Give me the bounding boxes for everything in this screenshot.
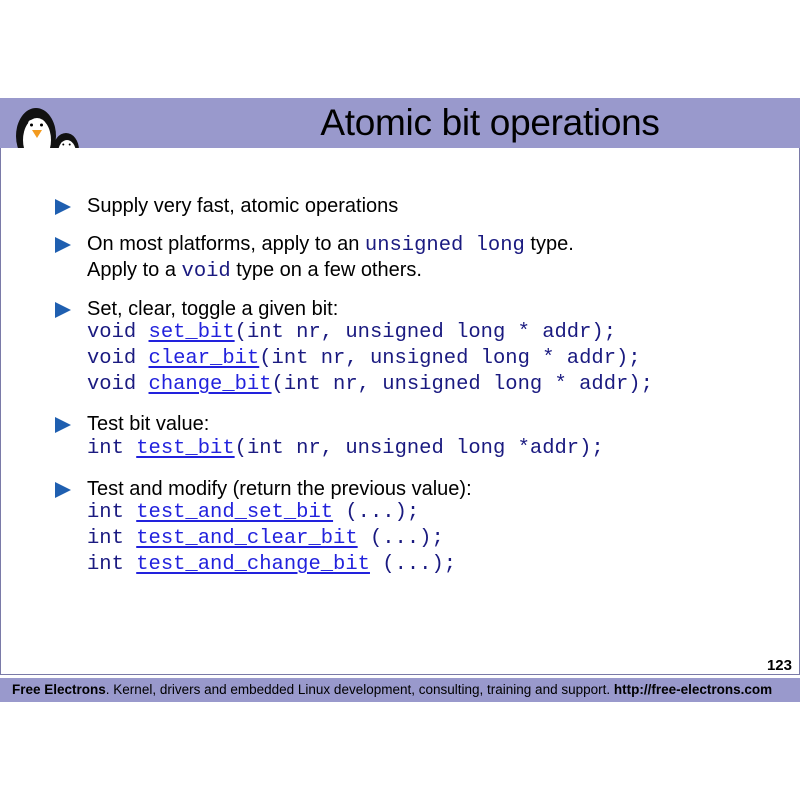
code-line: int test_bit(int nr, unsigned long *addr); [87, 437, 604, 460]
code-line: void change_bit(int nr, unsigned long * addr); [87, 373, 653, 396]
footer-text: . Kernel, drivers and embedded Linux development, consulting, training and support. [105, 682, 614, 697]
code-line: int test_and_set_bit (...); [87, 501, 420, 524]
test-and-set-bit-link[interactable]: test_and_set_bit [136, 501, 334, 524]
bullet-text: Set, clear, toggle a given bit: [87, 298, 339, 320]
footer-bar [0, 678, 800, 702]
change-bit-link[interactable]: change_bit [148, 373, 272, 396]
test-bit-link[interactable]: test_bit [136, 437, 235, 460]
footer-brand: Free Electrons [12, 682, 106, 697]
code-line: void set_bit(int nr, unsigned long * addr); [87, 321, 617, 344]
clear-bit-link[interactable]: clear_bit [148, 347, 260, 370]
triangle-bullet-icon [53, 480, 73, 500]
bullet-text: Test bit value: [87, 413, 210, 435]
test-and-clear-bit-link[interactable]: test_and_clear_bit [136, 527, 358, 550]
bullet-text: Test and modify (return the previous value): [87, 478, 472, 500]
code-line: int test_and_clear_bit (...); [87, 527, 444, 550]
page-number: 123 [766, 657, 792, 674]
set-bit-link[interactable]: set_bit [148, 321, 235, 344]
bullet-text: On most platforms, apply to an unsigned long type. [87, 233, 574, 257]
triangle-bullet-icon [53, 300, 73, 320]
triangle-bullet-icon [53, 197, 73, 217]
code-line: int test_and_change_bit (...); [87, 553, 457, 576]
triangle-bullet-icon [53, 235, 73, 255]
inline-code: void [181, 260, 231, 283]
bullet-text: Supply very fast, atomic operations [87, 195, 399, 217]
slide-title: Atomic bit operations [320, 102, 660, 143]
bullet-text: Apply to a void type on a few others. [87, 259, 422, 283]
test-and-change-bit-link[interactable]: test_and_change_bit [136, 553, 370, 576]
inline-code: unsigned long [364, 234, 525, 257]
slide [0, 98, 800, 702]
slide-body [0, 148, 800, 675]
footer-url-link[interactable]: http://free-electrons.com [613, 682, 773, 697]
title-bar [0, 98, 800, 148]
code-line: void clear_bit(int nr, unsigned long * addr); [87, 347, 641, 370]
triangle-bullet-icon [53, 415, 73, 435]
